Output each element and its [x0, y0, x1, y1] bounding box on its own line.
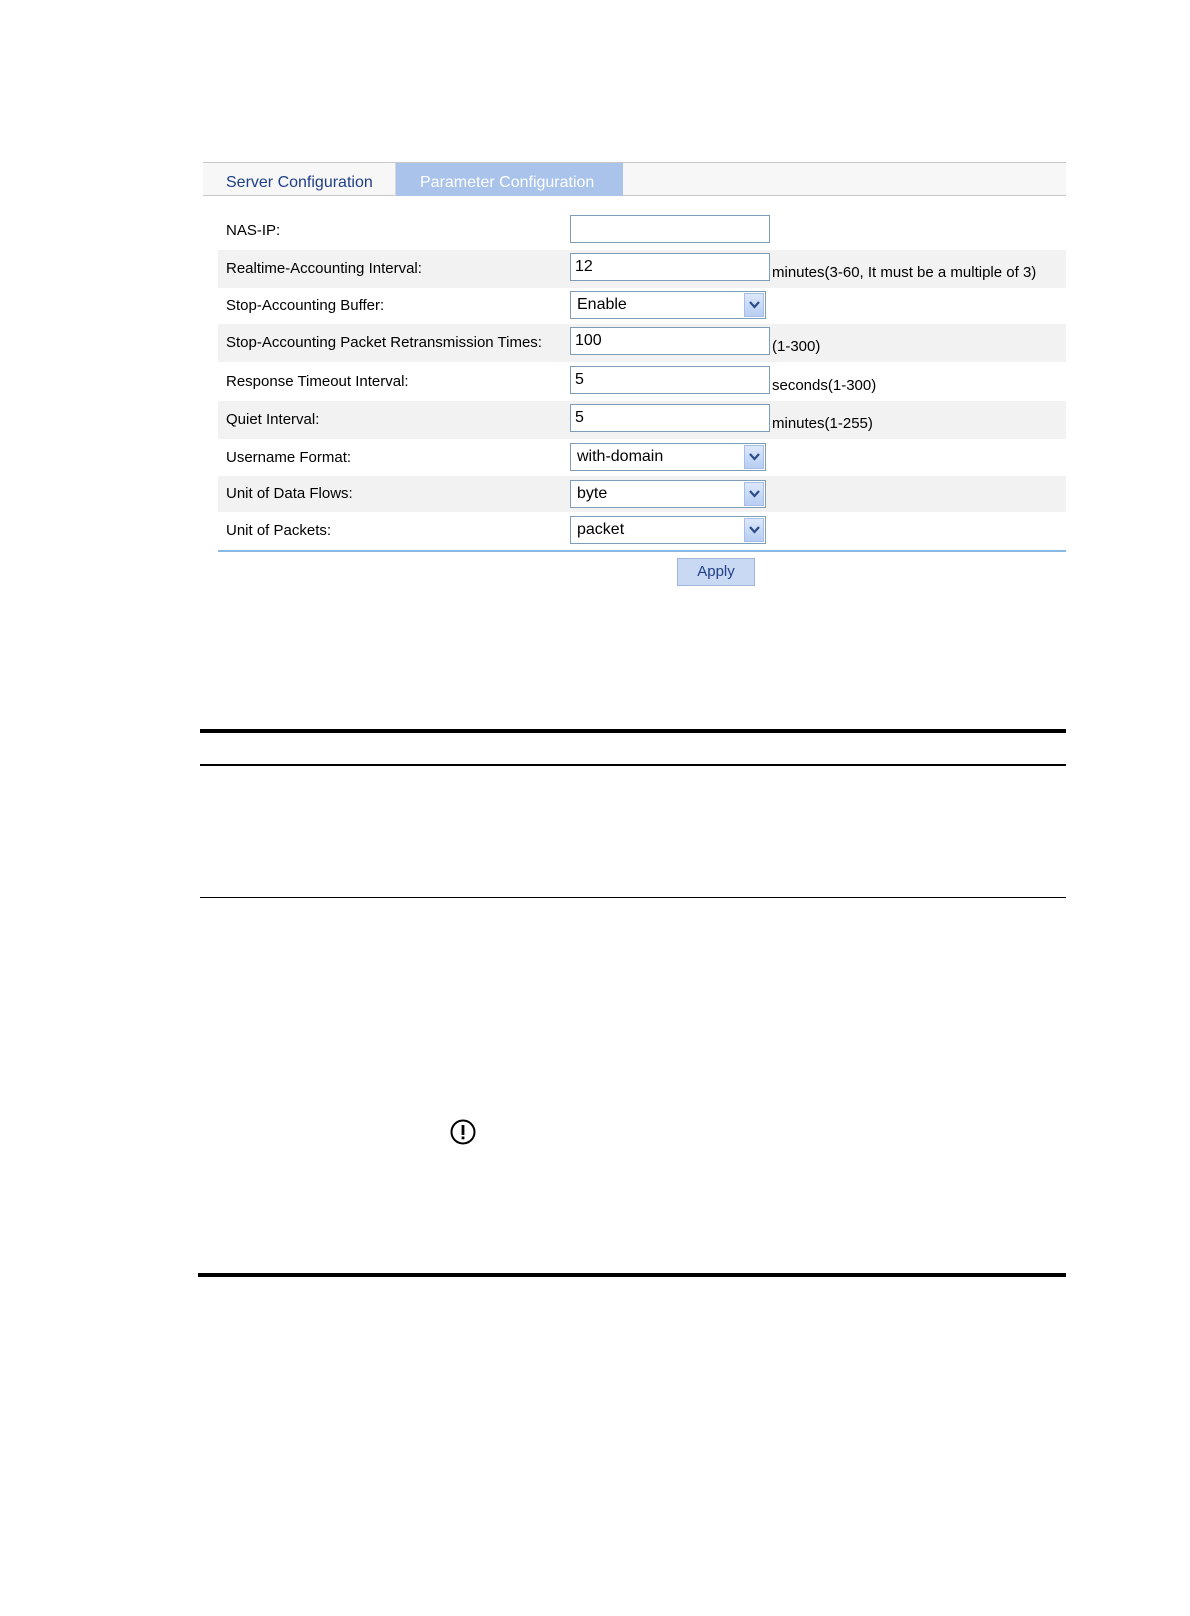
row-nas-ip — [218, 212, 1066, 250]
row-username-format — [218, 439, 1066, 476]
stop-retrans-hint: (1-300) — [772, 338, 821, 355]
quiet-interval-input[interactable]: 5 — [570, 404, 770, 432]
realtime-interval-label: Realtime-Accounting Interval: — [226, 260, 422, 277]
chevron-down-icon[interactable] — [744, 293, 764, 317]
row-unit-of-packets — [218, 512, 1066, 549]
tab-strip — [203, 162, 1066, 196]
response-timeout-input[interactable]: 5 — [570, 366, 770, 394]
unit-data-flows-label: Unit of Data Flows: — [226, 485, 353, 502]
quiet-interval-hint: minutes(1-255) — [772, 415, 873, 432]
realtime-interval-hint: minutes(3-60, It must be a multiple of 3) — [772, 264, 1037, 281]
unit-data-flows-value: byte — [577, 485, 608, 502]
table-row-rule — [200, 897, 1066, 898]
table-top-rule — [200, 729, 1066, 733]
chevron-down-icon[interactable] — [744, 445, 764, 469]
row-realtime-accounting-interval — [218, 250, 1066, 288]
quiet-interval-label: Quiet Interval: — [226, 411, 320, 428]
username-format-select[interactable] — [570, 443, 766, 471]
row-stop-accounting-retransmission — [218, 324, 1066, 362]
row-response-timeout-interval — [218, 362, 1066, 401]
username-format-value: with-domain — [577, 448, 664, 465]
chevron-down-icon[interactable] — [744, 518, 764, 542]
nas-ip-input[interactable] — [570, 215, 770, 243]
stop-buffer-value: Enable — [577, 296, 627, 313]
unit-data-flows-select[interactable] — [570, 480, 766, 508]
tab-server-configuration[interactable]: Server Configuration — [203, 163, 396, 196]
unit-packets-label: Unit of Packets: — [226, 522, 332, 539]
stop-buffer-label: Stop-Accounting Buffer: — [226, 297, 385, 314]
exclamation-circle-icon — [449, 1118, 477, 1146]
form-divider — [218, 550, 1066, 552]
unit-packets-select[interactable] — [570, 516, 766, 544]
username-format-label: Username Format: — [226, 449, 352, 466]
row-unit-of-data-flows — [218, 476, 1066, 512]
tab-parameter-configuration[interactable]: Parameter Configuration — [396, 163, 623, 196]
unit-packets-value: packet — [577, 521, 625, 538]
stop-buffer-select[interactable] — [570, 291, 766, 319]
response-timeout-hint: seconds(1-300) — [772, 377, 877, 394]
response-timeout-label: Response Timeout Interval: — [226, 373, 409, 390]
row-stop-accounting-buffer — [218, 288, 1066, 324]
chevron-down-icon[interactable] — [744, 482, 764, 506]
notice-bottom-rule — [198, 1273, 1066, 1277]
realtime-interval-input[interactable]: 12 — [570, 253, 770, 281]
stop-retrans-label: Stop-Accounting Packet Retransmission Times: — [226, 334, 542, 351]
stop-retrans-input[interactable]: 100 — [570, 327, 770, 355]
table-header-rule — [200, 764, 1066, 766]
apply-button[interactable]: Apply — [677, 558, 755, 586]
nas-ip-label: NAS-IP: — [226, 222, 281, 239]
row-quiet-interval — [218, 401, 1066, 439]
